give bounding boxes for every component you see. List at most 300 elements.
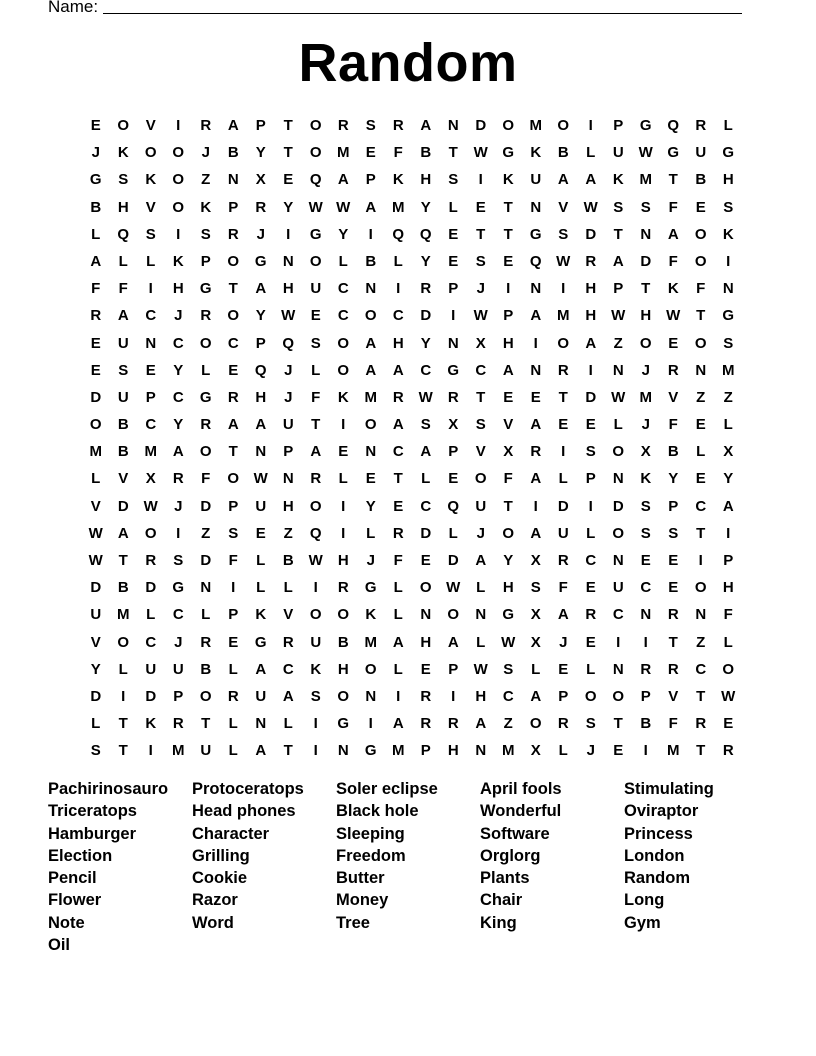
- name-underline[interactable]: [103, 13, 742, 14]
- grid-letter: J: [91, 144, 100, 162]
- grid-letter: O: [612, 443, 625, 461]
- grid-letter: V: [90, 497, 101, 515]
- grid-letter: R: [200, 117, 212, 134]
- grid-letter: Z: [696, 633, 706, 651]
- grid-letter: E: [585, 579, 596, 597]
- grid-letter: T: [283, 144, 293, 162]
- grid-letter: O: [172, 144, 185, 162]
- grid-letter: A: [530, 416, 542, 434]
- grid-letter: F: [393, 552, 403, 569]
- grid-letter: R: [557, 361, 569, 379]
- grid-letter: H: [282, 497, 294, 515]
- grid-letter: N: [640, 606, 652, 624]
- grid-letter: O: [584, 687, 597, 705]
- grid-letter: I: [286, 225, 291, 243]
- grid-letter: P: [283, 443, 294, 461]
- grid-letter: B: [365, 252, 377, 270]
- grid-letter: R: [722, 742, 734, 760]
- grid-letter: L: [393, 579, 403, 597]
- grid-letter: U: [145, 660, 157, 678]
- grid-letter: U: [612, 144, 624, 162]
- grid-letter: N: [612, 361, 624, 379]
- grid-letter: P: [145, 388, 156, 406]
- grid-letter: I: [616, 633, 621, 651]
- grid-letter: T: [228, 280, 238, 298]
- grid-letter: M: [502, 742, 515, 760]
- grid-letter: P: [640, 687, 651, 705]
- grid-letter: B: [420, 144, 432, 162]
- grid-letter: M: [364, 388, 377, 406]
- grid-letter: S: [530, 579, 541, 597]
- word-list-item: Wonderful: [480, 802, 562, 821]
- grid-letter: A: [365, 198, 377, 216]
- grid-letter: L: [723, 416, 733, 434]
- grid-letter: S: [640, 198, 651, 216]
- grid-letter: N: [530, 280, 542, 298]
- grid-letter: G: [254, 252, 267, 270]
- grid-letter: R: [530, 443, 542, 461]
- grid-letter: A: [337, 171, 349, 189]
- grid-letter: T: [228, 443, 238, 461]
- grid-letter: X: [530, 552, 541, 569]
- grid-letter: E: [668, 334, 679, 352]
- grid-letter: T: [201, 715, 211, 733]
- grid-letter: L: [91, 470, 101, 488]
- grid-letter: Z: [696, 388, 706, 406]
- word-list-item: Software: [480, 824, 550, 843]
- grid-letter: T: [696, 524, 706, 542]
- grid-letter: K: [172, 252, 184, 270]
- grid-letter: D: [117, 497, 129, 515]
- grid-letter: I: [148, 280, 153, 298]
- word-list-item: Stimulating: [624, 780, 714, 798]
- grid-letter: G: [199, 388, 212, 406]
- grid-letter: O: [309, 497, 322, 515]
- grid-letter: C: [420, 497, 432, 515]
- grid-letter: O: [199, 443, 212, 461]
- name-field[interactable]: [48, 0, 742, 19]
- grid-letter: I: [341, 416, 346, 434]
- grid-letter: A: [392, 361, 404, 379]
- grid-letter: U: [530, 171, 542, 189]
- grid-letter: G: [172, 579, 185, 597]
- grid-letter: Q: [282, 334, 295, 352]
- grid-letter: D: [420, 307, 432, 325]
- grid-letter: O: [144, 144, 157, 162]
- grid-letter: T: [696, 742, 706, 760]
- grid-letter: U: [310, 633, 322, 651]
- grid-letter: L: [228, 742, 238, 760]
- grid-letter: U: [612, 579, 624, 597]
- grid-letter: O: [557, 334, 570, 352]
- grid-letter: W: [446, 579, 461, 597]
- grid-row: [82, 656, 742, 683]
- grid-letter: I: [231, 579, 236, 597]
- grid-letter: C: [282, 660, 294, 678]
- grid-letter: E: [475, 198, 486, 216]
- grid-letter: K: [310, 660, 322, 678]
- word-list-item: Head phones: [192, 802, 296, 821]
- grid-letter: A: [392, 715, 404, 733]
- word-list-item: Oil: [48, 936, 71, 955]
- grid-letter: Y: [420, 252, 431, 270]
- grid-letter: R: [420, 687, 432, 705]
- grid-letter: J: [641, 361, 650, 379]
- grid-letter: D: [90, 579, 102, 597]
- grid-letter: G: [364, 579, 377, 597]
- grid-letter: A: [392, 633, 404, 651]
- grid-letter: Y: [283, 198, 294, 216]
- grid-letter: R: [337, 117, 349, 134]
- word-column: [624, 778, 768, 956]
- grid-letter: T: [448, 144, 458, 162]
- grid-letter: R: [640, 660, 652, 678]
- grid-letter: V: [90, 633, 101, 651]
- grid-letter: Q: [392, 225, 405, 243]
- grid-letter: L: [476, 579, 486, 597]
- grid-letter: S: [640, 497, 651, 515]
- grid-letter: A: [90, 252, 102, 270]
- grid-letter: A: [612, 252, 624, 270]
- grid-letter: K: [117, 144, 129, 162]
- grid-letter: F: [393, 144, 403, 162]
- grid-row: [82, 357, 742, 384]
- grid-letter: W: [611, 307, 626, 325]
- grid-letter: Q: [447, 497, 460, 515]
- grid-letter: S: [585, 443, 596, 461]
- grid-row: [82, 411, 742, 438]
- grid-letter: W: [556, 252, 571, 270]
- grid-letter: A: [475, 552, 487, 569]
- grid-letter: P: [613, 117, 624, 134]
- grid-letter: H: [392, 334, 404, 352]
- grid-letter: N: [365, 687, 377, 705]
- grid-letter: E: [255, 524, 266, 542]
- grid-letter: J: [174, 307, 183, 325]
- grid-letter: D: [585, 388, 597, 406]
- grid-letter: Q: [309, 171, 322, 189]
- grid-letter: I: [643, 633, 648, 651]
- grid-letter: L: [256, 552, 266, 569]
- grid-letter: T: [613, 715, 623, 733]
- grid-letter: P: [173, 687, 184, 705]
- grid-letter: K: [145, 171, 157, 189]
- grid-letter: P: [228, 497, 239, 515]
- grid-letter: O: [309, 144, 322, 162]
- grid-letter: I: [341, 524, 346, 542]
- grid-letter: E: [228, 361, 239, 379]
- grid-row: [82, 547, 742, 574]
- grid-row: [82, 112, 742, 139]
- grid-letter: N: [447, 117, 459, 134]
- grid-letter: G: [529, 225, 542, 243]
- grid-row: [82, 683, 742, 710]
- word-column: [336, 778, 480, 956]
- grid-letter: C: [640, 579, 652, 597]
- grid-letter: M: [364, 633, 377, 651]
- grid-letter: Y: [338, 225, 349, 243]
- grid-letter: R: [585, 606, 597, 624]
- grid-letter: N: [695, 361, 707, 379]
- word-list-item: Long: [624, 891, 665, 910]
- grid-letter: E: [283, 171, 294, 189]
- grid-letter: C: [420, 361, 432, 379]
- grid-letter: C: [172, 334, 184, 352]
- grid-letter: C: [695, 497, 707, 515]
- grid-letter: D: [200, 552, 212, 569]
- grid-letter: E: [448, 252, 459, 270]
- grid-letter: F: [91, 280, 101, 298]
- grid-letter: R: [200, 307, 212, 325]
- grid-letter: S: [145, 225, 156, 243]
- grid-letter: B: [640, 715, 652, 733]
- grid-letter: L: [393, 606, 403, 624]
- grid-letter: B: [557, 144, 569, 162]
- grid-letter: J: [174, 497, 183, 515]
- grid-letter: N: [612, 470, 624, 488]
- grid-letter: S: [558, 225, 569, 243]
- grid-letter: H: [475, 687, 487, 705]
- grid-letter: A: [172, 443, 184, 461]
- grid-letter: R: [145, 552, 157, 569]
- word-list-item: Freedom: [336, 846, 406, 865]
- grid-letter: P: [448, 443, 459, 461]
- grid-letter: I: [561, 443, 566, 461]
- grid-letter: L: [311, 361, 321, 379]
- grid-letter: P: [420, 742, 431, 760]
- grid-letter: R: [557, 552, 569, 569]
- grid-letter: W: [308, 198, 323, 216]
- word-list-item: Black hole: [336, 802, 419, 821]
- grid-letter: E: [640, 552, 651, 569]
- grid-row: [82, 574, 742, 601]
- grid-letter: M: [337, 144, 350, 162]
- page-title: Random: [298, 33, 518, 93]
- grid-letter: O: [474, 470, 487, 488]
- grid-letter: O: [337, 361, 350, 379]
- grid-letter: N: [255, 443, 267, 461]
- grid-row: [82, 438, 742, 465]
- grid-letter: E: [448, 470, 459, 488]
- grid-letter: R: [227, 388, 239, 406]
- grid-letter: B: [117, 443, 129, 461]
- grid-letter: T: [393, 470, 403, 488]
- grid-letter: F: [311, 388, 321, 406]
- grid-letter: M: [392, 742, 405, 760]
- grid-row: [82, 194, 742, 221]
- grid-letter: A: [585, 171, 597, 189]
- grid-letter: K: [640, 470, 652, 488]
- grid-letter: Z: [201, 524, 211, 542]
- grid-letter: S: [723, 334, 734, 352]
- grid-letter: P: [255, 117, 266, 134]
- grid-letter: T: [696, 687, 706, 705]
- grid-letter: E: [365, 470, 376, 488]
- grid-letter: A: [255, 660, 267, 678]
- grid-letter: V: [475, 443, 486, 461]
- grid-letter: N: [365, 280, 377, 298]
- grid-letter: J: [641, 416, 650, 434]
- grid-letter: X: [530, 742, 541, 760]
- grid-letter: O: [529, 715, 542, 733]
- grid-letter: S: [668, 524, 679, 542]
- grid-letter: M: [557, 307, 570, 325]
- grid-letter: Y: [668, 470, 679, 488]
- grid-letter: G: [89, 171, 102, 189]
- word-list-item: Cookie: [192, 869, 248, 888]
- grid-letter: U: [557, 524, 569, 542]
- grid-letter: L: [283, 579, 293, 597]
- grid-letter: I: [588, 361, 593, 379]
- grid-letter: U: [172, 660, 184, 678]
- grid-letter: Y: [420, 334, 431, 352]
- grid-row: [82, 139, 742, 166]
- grid-letter: P: [228, 606, 239, 624]
- grid-letter: D: [447, 552, 459, 569]
- grid-letter: R: [392, 388, 404, 406]
- grid-letter: L: [146, 606, 156, 624]
- grid-letter: U: [282, 416, 294, 434]
- word-list-item: Note: [48, 913, 85, 932]
- grid-row: [82, 629, 742, 656]
- grid-letter: S: [90, 742, 101, 760]
- grid-letter: H: [640, 307, 652, 325]
- grid-letter: R: [255, 198, 267, 216]
- grid-letter: S: [200, 225, 211, 243]
- grid-letter: E: [558, 416, 569, 434]
- grid-letter: W: [308, 552, 323, 569]
- grid-letter: I: [313, 742, 318, 760]
- grid-letter: D: [90, 687, 102, 705]
- grid-letter: J: [256, 225, 265, 243]
- grid-letter: H: [337, 660, 349, 678]
- grid-letter: V: [145, 117, 156, 134]
- grid-letter: E: [503, 388, 514, 406]
- grid-letter: O: [419, 579, 432, 597]
- grid-letter: W: [473, 144, 488, 162]
- word-list-item: Random: [624, 869, 690, 888]
- grid-letter: B: [667, 443, 679, 461]
- grid-letter: R: [200, 416, 212, 434]
- word-list: [48, 778, 778, 956]
- word-list-item: Razor: [192, 891, 238, 910]
- grid-letter: C: [145, 416, 157, 434]
- grid-letter: V: [283, 606, 294, 624]
- word-list-item: Butter: [336, 869, 385, 888]
- grid-letter: I: [726, 252, 731, 270]
- grid-letter: L: [256, 579, 266, 597]
- grid-letter: S: [585, 715, 596, 733]
- grid-letter: D: [145, 579, 157, 597]
- grid-letter: G: [364, 742, 377, 760]
- grid-letter: K: [255, 606, 267, 624]
- grid-letter: G: [447, 361, 460, 379]
- grid-letter: W: [253, 470, 268, 488]
- grid-letter: P: [723, 552, 734, 569]
- grid-letter: O: [722, 660, 735, 678]
- grid-letter: H: [282, 280, 294, 298]
- grid-letter: R: [667, 361, 679, 379]
- grid-letter: O: [117, 117, 130, 134]
- grid-letter: R: [90, 307, 102, 325]
- grid-letter: N: [530, 361, 542, 379]
- grid-letter: M: [392, 198, 405, 216]
- grid-letter: K: [667, 280, 679, 298]
- grid-letter: N: [365, 443, 377, 461]
- grid-letter: B: [282, 552, 294, 569]
- grid-letter: T: [503, 225, 513, 243]
- grid-letter: E: [90, 117, 101, 134]
- grid-letter: L: [558, 742, 568, 760]
- grid-letter: V: [118, 470, 129, 488]
- grid-letter: T: [668, 633, 678, 651]
- grid-letter: O: [172, 171, 185, 189]
- grid-letter: C: [392, 443, 404, 461]
- grid-letter: I: [451, 307, 456, 325]
- grid-letter: E: [613, 742, 624, 760]
- grid-letter: Z: [283, 524, 293, 542]
- grid-letter: O: [612, 687, 625, 705]
- grid-letter: A: [420, 443, 432, 461]
- grid-letter: B: [117, 416, 129, 434]
- grid-letter: P: [448, 280, 459, 298]
- grid-letter: W: [501, 633, 516, 651]
- grid-letter: K: [722, 225, 734, 243]
- grid-letter: L: [393, 252, 403, 270]
- grid-letter: O: [117, 633, 130, 651]
- grid-letter: G: [309, 225, 322, 243]
- grid-letter: A: [557, 171, 569, 189]
- grid-letter: D: [557, 497, 569, 515]
- word-list-item: Orglorg: [480, 846, 541, 865]
- grid-letter: J: [284, 388, 293, 406]
- grid-letter: R: [667, 660, 679, 678]
- grid-letter: J: [476, 524, 485, 542]
- grid-letter: T: [118, 552, 128, 569]
- word-list-item: Plants: [480, 869, 530, 888]
- grid-letter: C: [172, 606, 184, 624]
- grid-letter: E: [448, 225, 459, 243]
- grid-letter: O: [447, 606, 460, 624]
- grid-letter: W: [638, 144, 653, 162]
- grid-letter: E: [503, 252, 514, 270]
- word-list-item: King: [480, 913, 517, 932]
- grid-letter: S: [613, 198, 624, 216]
- grid-letter: H: [420, 171, 432, 189]
- grid-row: [82, 221, 742, 248]
- grid-letter: B: [117, 579, 129, 597]
- grid-letter: I: [148, 742, 153, 760]
- grid-letter: T: [613, 225, 623, 243]
- grid-letter: U: [117, 334, 129, 352]
- grid-letter: V: [558, 198, 569, 216]
- grid-letter: I: [396, 687, 401, 705]
- grid-letter: O: [694, 334, 707, 352]
- grid-letter: A: [530, 687, 542, 705]
- grid-letter: B: [227, 144, 239, 162]
- grid-letter: U: [117, 388, 129, 406]
- grid-letter: A: [475, 715, 487, 733]
- grid-letter: A: [255, 280, 267, 298]
- grid-letter: N: [530, 198, 542, 216]
- grid-row: [82, 465, 742, 492]
- grid-letter: E: [420, 552, 431, 569]
- grid-letter: D: [90, 388, 102, 406]
- grid-letter: O: [144, 524, 157, 542]
- grid-letter: I: [698, 552, 703, 569]
- grid-letter: N: [227, 171, 239, 189]
- grid-letter: A: [227, 117, 239, 134]
